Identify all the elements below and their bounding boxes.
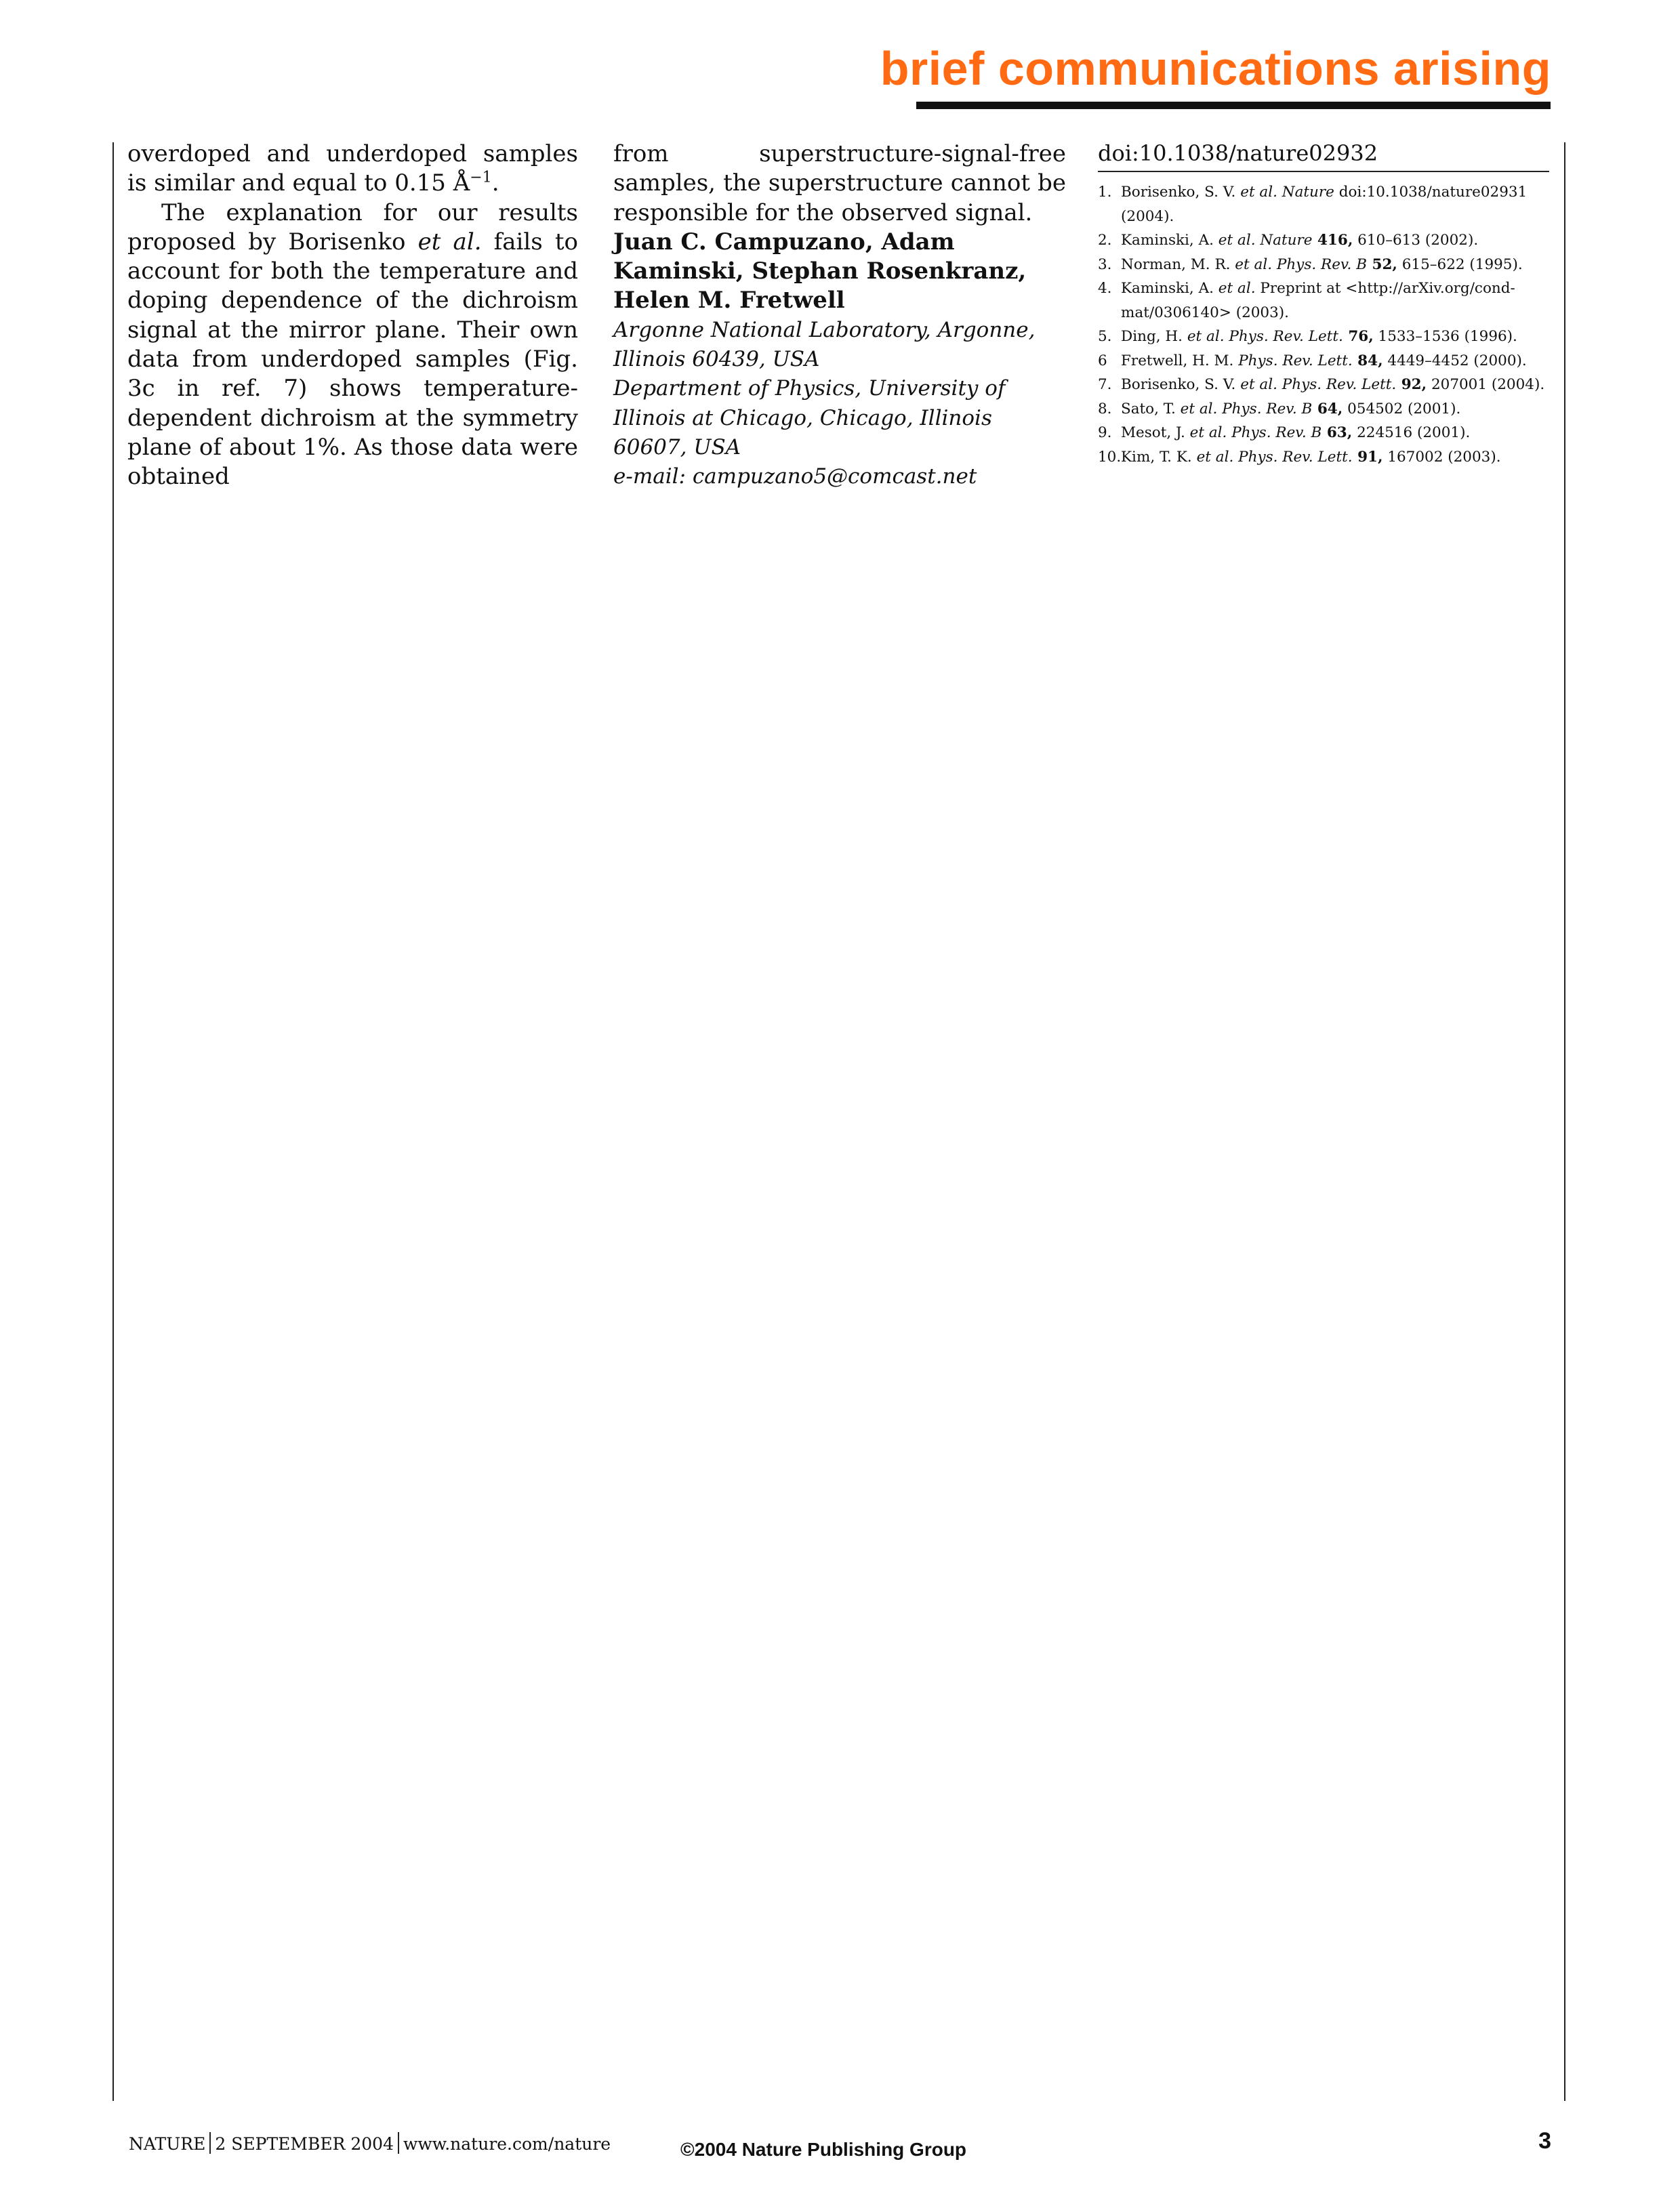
reference-item: 3. Norman, M. R. et al. Phys. Rev. B 52, 615–622 (1995). [1098, 255, 1523, 273]
affiliation-uic: Department of Physics, University of Illinois at Chicago, Chicago, Illinois 60607, USA [613, 376, 1006, 459]
reference-item: 9. Mesot, J. et al. Phys. Rev. B 63, 224516 (2001). [1098, 424, 1471, 441]
references-column [1098, 140, 1549, 469]
reference-item: 2. Kaminski, A. et al. Nature 416, 610–613 (2002). [1098, 232, 1479, 249]
footer-journal: NATURE [129, 2134, 206, 2154]
reference-item: 5. Ding, H. et al. Phys. Rev. Lett. 76, 1533–1536 (1996). [1098, 328, 1517, 345]
paragraph-1: overdoped and underdoped samples is similar and equal to 0.15 $Å^{-1}$. [127, 140, 578, 197]
left-margin-rule [112, 142, 114, 2101]
section-header: brief communications arising [880, 42, 1551, 95]
reference-item: 6 Fretwell, H. M. Phys. Rev. Lett. 84, 4449–4452 (2000). [1098, 352, 1527, 369]
text-column-2 [613, 140, 1066, 492]
author-email: e-mail: campuzano5@comcast.net [613, 464, 977, 489]
right-margin-rule [1564, 142, 1565, 2101]
paragraph-2: The explanation for our results proposed by Borisenko et al. fails to account for both the temperature and doping dependence of the dichroism signal at the mirror plane. Their own data from underdoped samples (Fig. 3c in ref. 7) shows temperature-dependent dichroism at the symmetry plane of about 1%. As those data were obtained [127, 199, 578, 491]
reference-list [1098, 180, 1549, 469]
page-number: 3 [1538, 2128, 1551, 2154]
reference-item: 8. Sato, T. et al. Phys. Rev. B 64, 054502 (2001). [1098, 400, 1461, 417]
paragraph-3: from superstructure-signal-free samples, the superstructure cannot be responsible for the observed signal. [613, 140, 1066, 226]
text-column-1 [127, 140, 578, 492]
footer-journal-info [129, 2132, 611, 2154]
reference-item: 7. Borisenko, S. V. et al. Phys. Rev. Lett. 92, 207001 (2004). [1098, 376, 1545, 393]
footer-copyright: ©2004 Nature Publishing Group [680, 2139, 967, 2160]
affiliation-argonne: Argonne National Laboratory, Argonne, Illinois 60439, USA [613, 317, 1036, 372]
footer-separator [398, 2132, 399, 2154]
footer-url: www.nature.com/nature [403, 2134, 611, 2154]
doi: doi:10.1038/nature02932 [1098, 140, 1549, 172]
header-rule [916, 102, 1551, 109]
reference-item: 1. Borisenko, S. V. et al. Nature doi:10.1038/nature02931 (2004). [1098, 184, 1528, 225]
reference-item: 10. Kim, T. K. et al. Phys. Rev. Lett. 91, 167002 (2003). [1098, 448, 1501, 466]
footer-separator [209, 2132, 211, 2154]
reference-item: 4. Kaminski, A. et al. Preprint at <http://arXiv.org/cond-mat/0306140> (2003). [1098, 280, 1515, 321]
footer-date: 2 SEPTEMBER 2004 [215, 2134, 394, 2154]
author-list: Juan C. Campuzano, Adam Kaminski, Stephan Rosenkranz, Helen M. Fretwell [613, 228, 1027, 314]
